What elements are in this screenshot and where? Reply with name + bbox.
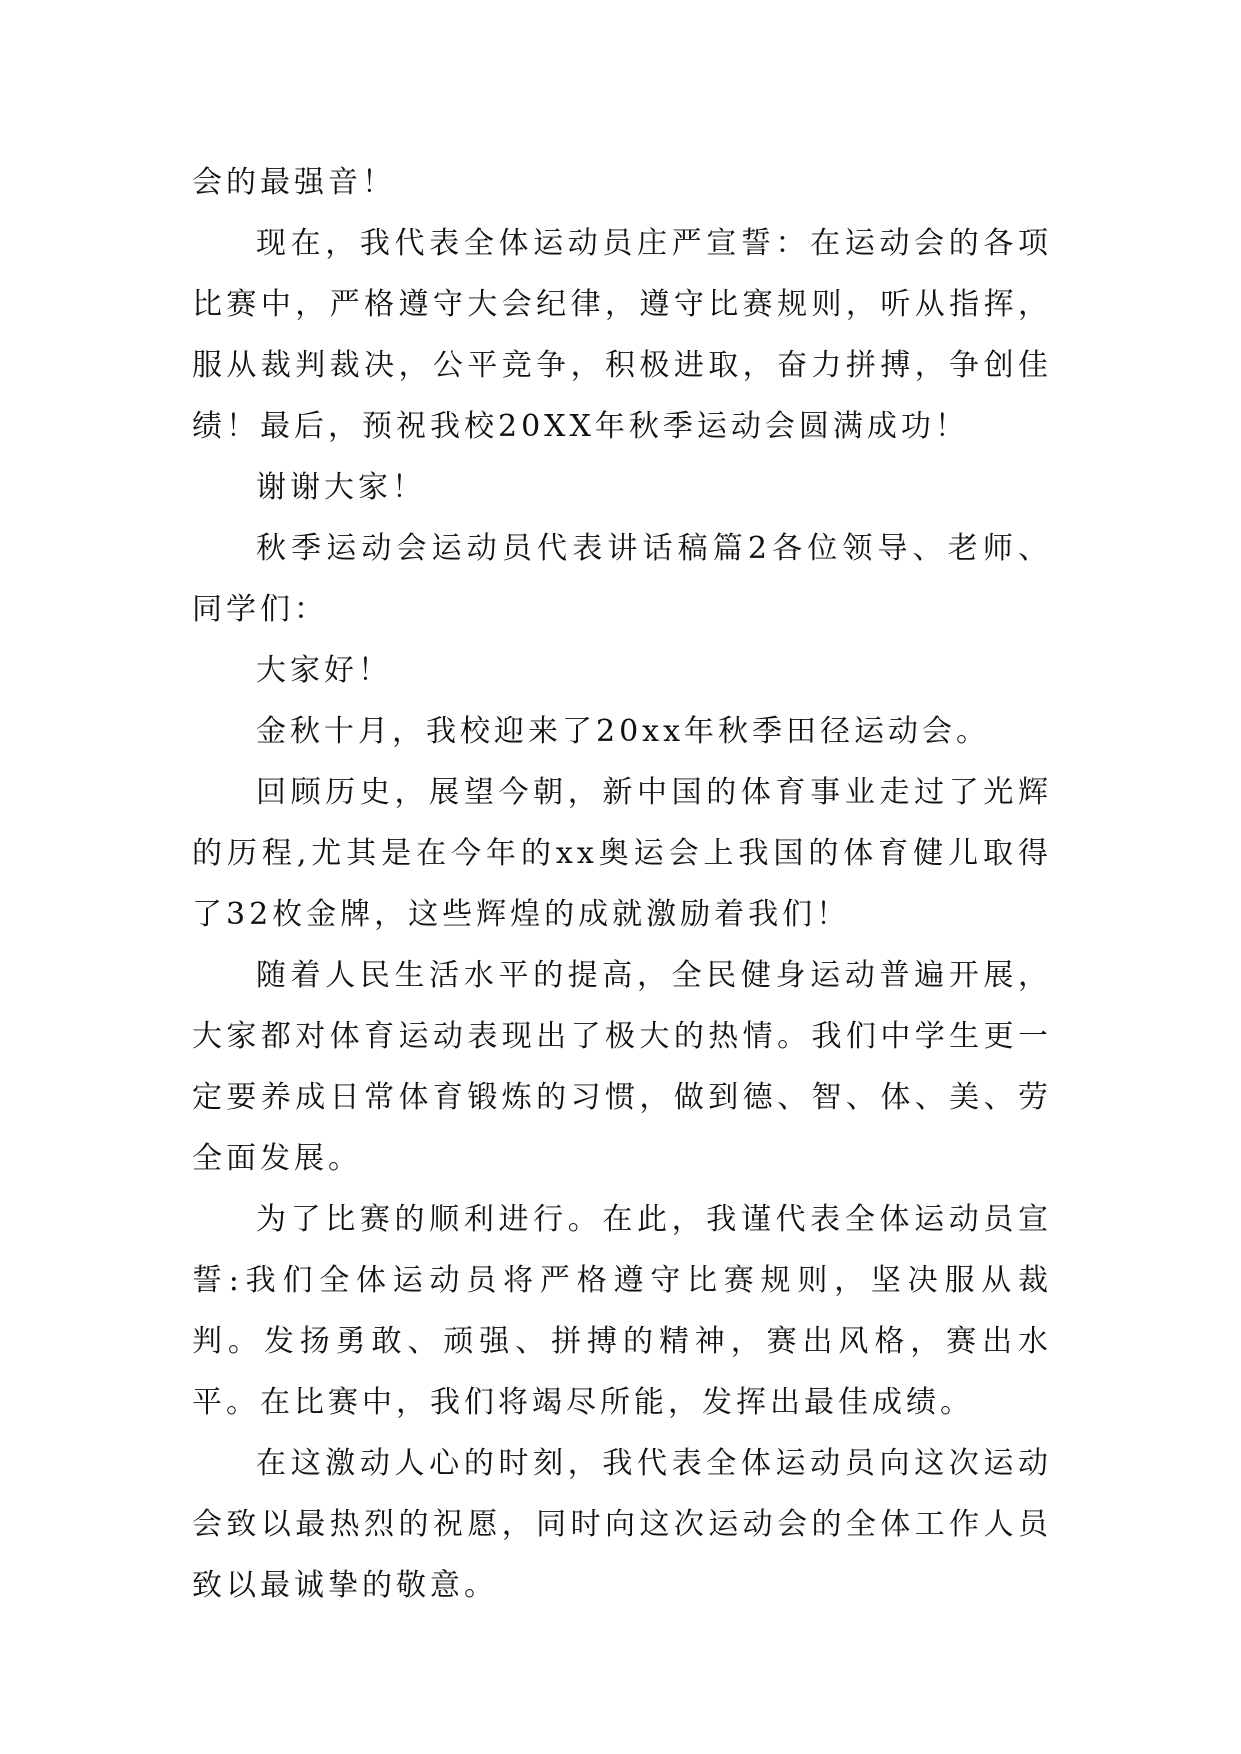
paragraph: 会的最强音！ xyxy=(192,165,396,200)
paragraph: 为了比赛的顺利进行。在此，我谨代表全体运动员宣誓:我们全体运动员将严格遵守比赛规则，坚决服从裁判。发扬勇敢、顽强、拼搏的精神，赛出风格，赛出水平。在比赛中，我们将竭尽所能，发挥出最佳成绩。 xyxy=(192,1202,1052,1420)
paragraph: 在这激动人心的时刻，我代表全体运动员向这次运动会致以最热烈的祝愿，同时向这次运动会的全体工作人员致以最诚挚的敬意。 xyxy=(192,1446,1052,1603)
paragraph: 现在，我代表全体运动员庄严宣誓：在运动会的各项比赛中，严格遵守大会纪律，遵守比赛规则，听从指挥，服从裁判裁决，公平竞争，积极进取，奋力拼搏，争创佳绩！最后，预祝我校20XX年秋季运动会圆满成功！ xyxy=(192,226,1052,444)
paragraph: 回顾历史，展望今朝，新中国的体育事业走过了光辉的历程,尤其是在今年的xx奥运会上我国的体育健儿取得了32枚金牌，这些辉煌的成就激励着我们！ xyxy=(192,775,1052,932)
paragraph: 大家好！ xyxy=(256,653,392,688)
paragraph: 谢谢大家！ xyxy=(256,470,426,505)
paragraph: 随着人民生活水平的提高，全民健身运动普遍开展，大家都对体育运动表现出了极大的热情。我们中学生更一定要养成日常体育锻炼的习惯，做到德、智、体、美、劳全面发展。 xyxy=(192,958,1052,1176)
document-body xyxy=(192,152,1052,1616)
paragraph: 金秋十月，我校迎来了20xx年秋季田径运动会。 xyxy=(256,714,991,749)
paragraph: 秋季运动会运动员代表讲话稿篇2各位领导、老师、同学们： xyxy=(192,531,1052,627)
